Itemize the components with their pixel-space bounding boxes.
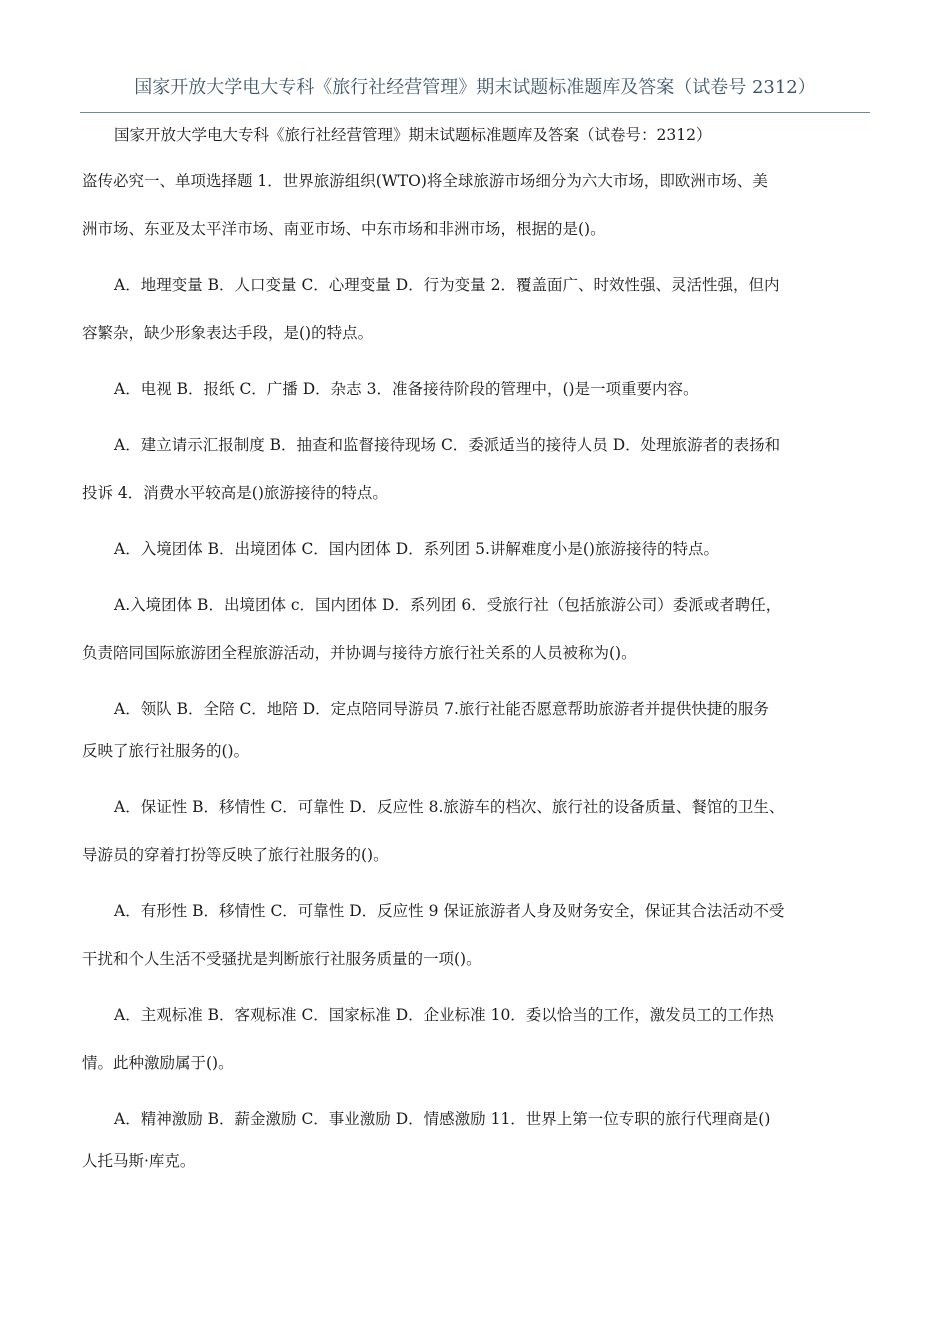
spacer: [82, 346, 872, 376]
paragraph-line: A．地理变量 B．人口变量 C．心理变量 D．行为变量 2．覆盖面广、时效性强、灵活性强，但内: [114, 276, 780, 294]
header-title: 国家开放大学电大专科《旅行社经营管理》期末试题标准题库及答案（试卷号 2312）: [134, 77, 816, 98]
paragraph-line: 洲市场、东亚及太平洋市场、南亚市场、中东市场和非洲市场，根据的是()。: [82, 220, 606, 238]
spacer: [82, 972, 872, 1002]
paragraph-line: A．主观标准 B．客观标准 C．国家标准 D．企业标准 10．委以恰当的工作，激发员工的工作热: [114, 1006, 774, 1024]
paragraph-line: 干扰和个人生活不受骚扰是判断旅行社服务质量的一项()。: [82, 950, 482, 968]
paragraph-line: 容繁杂，缺少形象表达手段，是()的特点。: [82, 324, 374, 342]
paragraph-line: A.入境团体 B．出境团体 c．国内团体 D．系列团 6．受旅行社（包括旅游公司）委派或者聘任，: [114, 596, 782, 614]
page-header: [80, 72, 870, 113]
spacer: [82, 562, 872, 592]
paragraph: [82, 168, 872, 242]
paragraph-line: A．建立请示汇报制度 B．抽查和监督接待现场 C．委派适当的接待人员 D．处理旅游者的表扬和: [114, 436, 781, 454]
paragraph-line: 负责陪同国际旅游团全程旅游活动，并协调与接待方旅行社关系的人员被称为()。: [82, 644, 637, 662]
paragraph: [82, 376, 872, 402]
paragraph: [82, 432, 872, 506]
spacer: [82, 242, 872, 272]
paragraph: [82, 272, 872, 346]
spacer: [82, 402, 872, 432]
spacer: [82, 868, 872, 898]
paragraph: [82, 1106, 872, 1174]
spacer: [82, 148, 872, 168]
paragraph-line: 盗传必究一、单项选择题 1．世界旅游组织(WTO)将全球旅游市场细分为六大市场，即欧洲市场、美: [82, 172, 768, 190]
paragraph-line: A．入境团体 B．出境团体 C．国内团体 D．系列团 5.讲解难度小是()旅游接待的特点。: [114, 540, 719, 558]
paragraph: [82, 1002, 872, 1076]
paragraph: [82, 536, 872, 562]
paragraph-line: A．精神激励 B．薪金激励 C．事业激励 D．情感激励 11．世界上第一位专职的旅行代理商是(): [114, 1110, 771, 1128]
paragraph-line: A．保证性 B．移情性 C．可靠性 D．反应性 8.旅游车的档次、旅行社的设备质量、餐馆的卫生、: [114, 798, 785, 816]
paragraph: [82, 696, 872, 764]
spacer: [82, 666, 872, 696]
paragraph-line: A．领队 B．全陪 C．地陪 D．定点陪同导游员 7.旅行社能否愿意帮助旅游者并提供快捷的服务: [114, 700, 769, 718]
paragraph-line: 人托马斯·库克。: [82, 1152, 196, 1170]
paragraph-line: 投诉 4．消费水平较高是()旅游接待的特点。: [82, 484, 388, 502]
paragraph-line: A．电视 B．报纸 C．广播 D．杂志 3．准备接待阶段的管理中，()是一项重要内容。: [114, 380, 699, 398]
document-body: [82, 122, 872, 1174]
spacer: [82, 506, 872, 536]
document-title: 国家开放大学电大专科《旅行社经营管理》期末试题标准题库及答案（试卷号：2312）: [114, 126, 712, 144]
paragraph: [82, 592, 872, 666]
spacer: [82, 1076, 872, 1106]
paragraph: [82, 898, 872, 972]
paragraph: [82, 794, 872, 868]
spacer: [82, 764, 872, 794]
paragraph-line: 情。此种激励属于()。: [82, 1054, 234, 1072]
paragraph-line: A．有形性 B．移情性 C．可靠性 D．反应性 9 保证旅游者人身及财务安全，保证其合法活动不受: [114, 902, 785, 920]
paragraph-line: 反映了旅行社服务的()。: [82, 742, 250, 760]
paragraph-line: 导游员的穿着打扮等反映了旅行社服务的()。: [82, 846, 389, 864]
